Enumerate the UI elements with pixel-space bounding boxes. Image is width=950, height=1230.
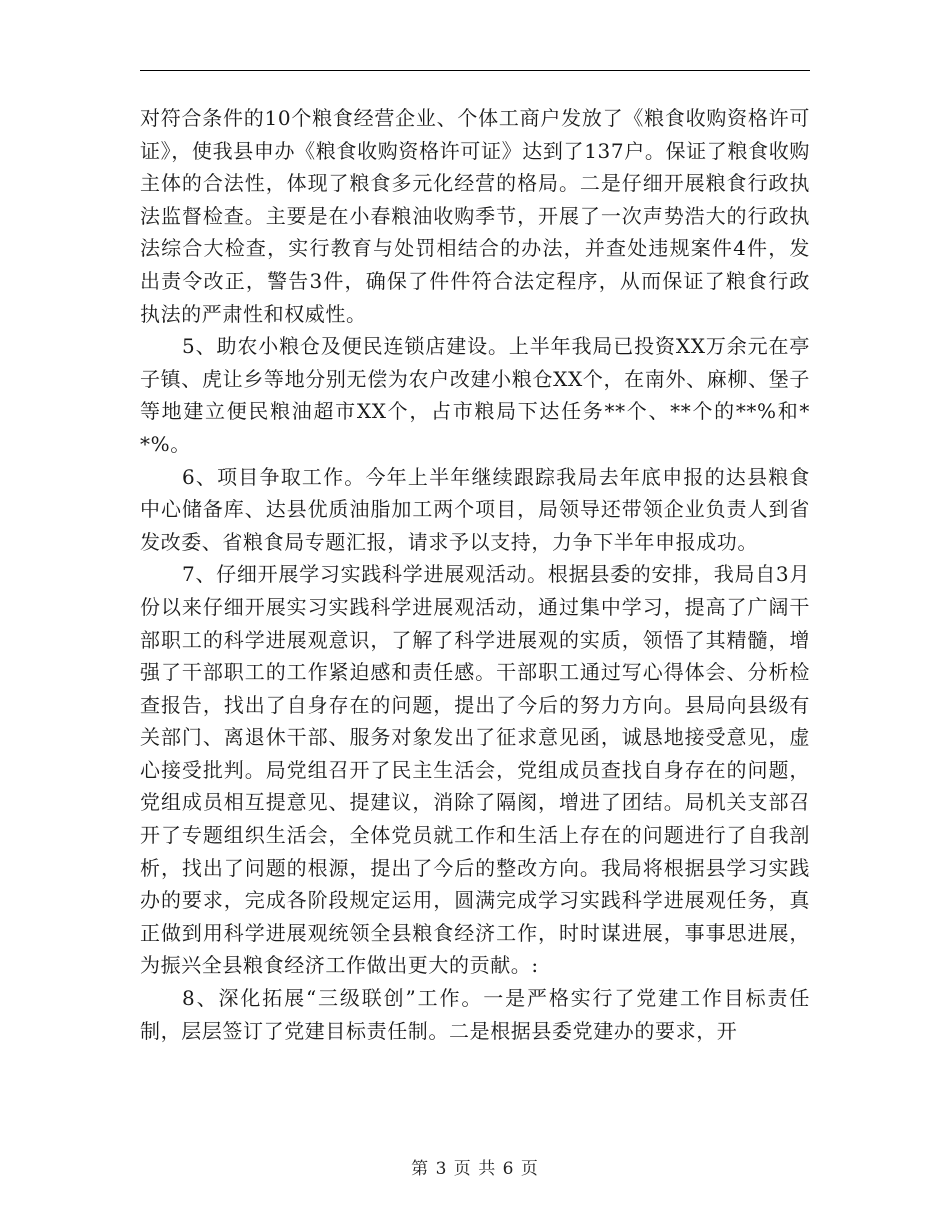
paragraph-three-level-creation: 8、深化拓展“三级联创”工作。一是严格实行了党建工作目标责任制，层层签订了党建目标责任制。二是根据县委党建办的要求，开	[140, 986, 810, 1043]
paragraph-grain-store-construction: 5、助农小粮仓及便民连锁店建设。上半年我局已投资XX万余元在亭子镇、虎让乡等地分别无偿为农户改建小粮仓XX个，在南外、麻柳、堡子等地建立便民粮油超市XX个，占市粮局下达任务**个、**个的**%和**%。	[140, 334, 810, 456]
document-body	[140, 102, 810, 1047]
header-rule	[140, 70, 810, 71]
paragraph-license-enforcement: 对符合条件的10个粮食经营企业、个体工商户发放了《粮食收购资格许可证》，使我县申办《粮食收购资格许可证》达到了137户。保证了粮食收购主体的合法性，体现了粮食多元化经营的格局。二是仔细开展粮食行政执法监督检查。主要是在小春粮油收购季节，开展了一次声势浩大的行政执法综合大检查，实行教育与处罚相结合的办法，并查处违规案件4件，发出责令改正，警告3件，确保了件件符合法定程序，从而保证了粮食行政执法的严肃性和权威性。	[140, 106, 810, 326]
paragraph-project-application: 6、项目争取工作。今年上半年继续跟踪我局去年底申报的达县粮食中心储备库、达县优质油脂加工两个项目，局领导还带领企业负责人到省发改委、省粮食局专题汇报，请求予以支持，力争下半年申报成功。	[140, 464, 810, 554]
page-number: 第 3 页 共 6 页	[411, 1159, 539, 1179]
paragraph-study-practice-activity: 7、仔细开展学习实践科学进展观活动。根据县委的安排，我局自3月份以来仔细开展实习实践科学进展观活动，通过集中学习，提高了广阔干部职工的科学进展观意识，了解了科学进展观的实质，领悟了其精髓，增强了干部职工的工作紧迫感和责任感。干部职工通过写心得体会、分析检查报告，找出了自身存在的问题，提出了今后的努力方向。县局向县级有关部门、离退休干部、服务对象发出了征求意见函，诚恳地接受意见，虚心接受批判。局党组召开了民主生活会，党组成员查找自身存在的问题，党组成员相互提意见、提建议，消除了隔阂，增进了团结。局机关支部召开了专题组织生活会，全体党员就工作和生活上存在的问题进行了自我剖析，找出了问题的根源，提出了今后的整改方向。我局将根据县学习实践办的要求，完成各阶段规定运用，圆满完成学习实践科学进展观任务，真正做到用科学进展观统领全县粮食经济工作，时时谋进展，事事思进展，为振兴全县粮食经济工作做出更大的贡献。:	[140, 562, 810, 978]
